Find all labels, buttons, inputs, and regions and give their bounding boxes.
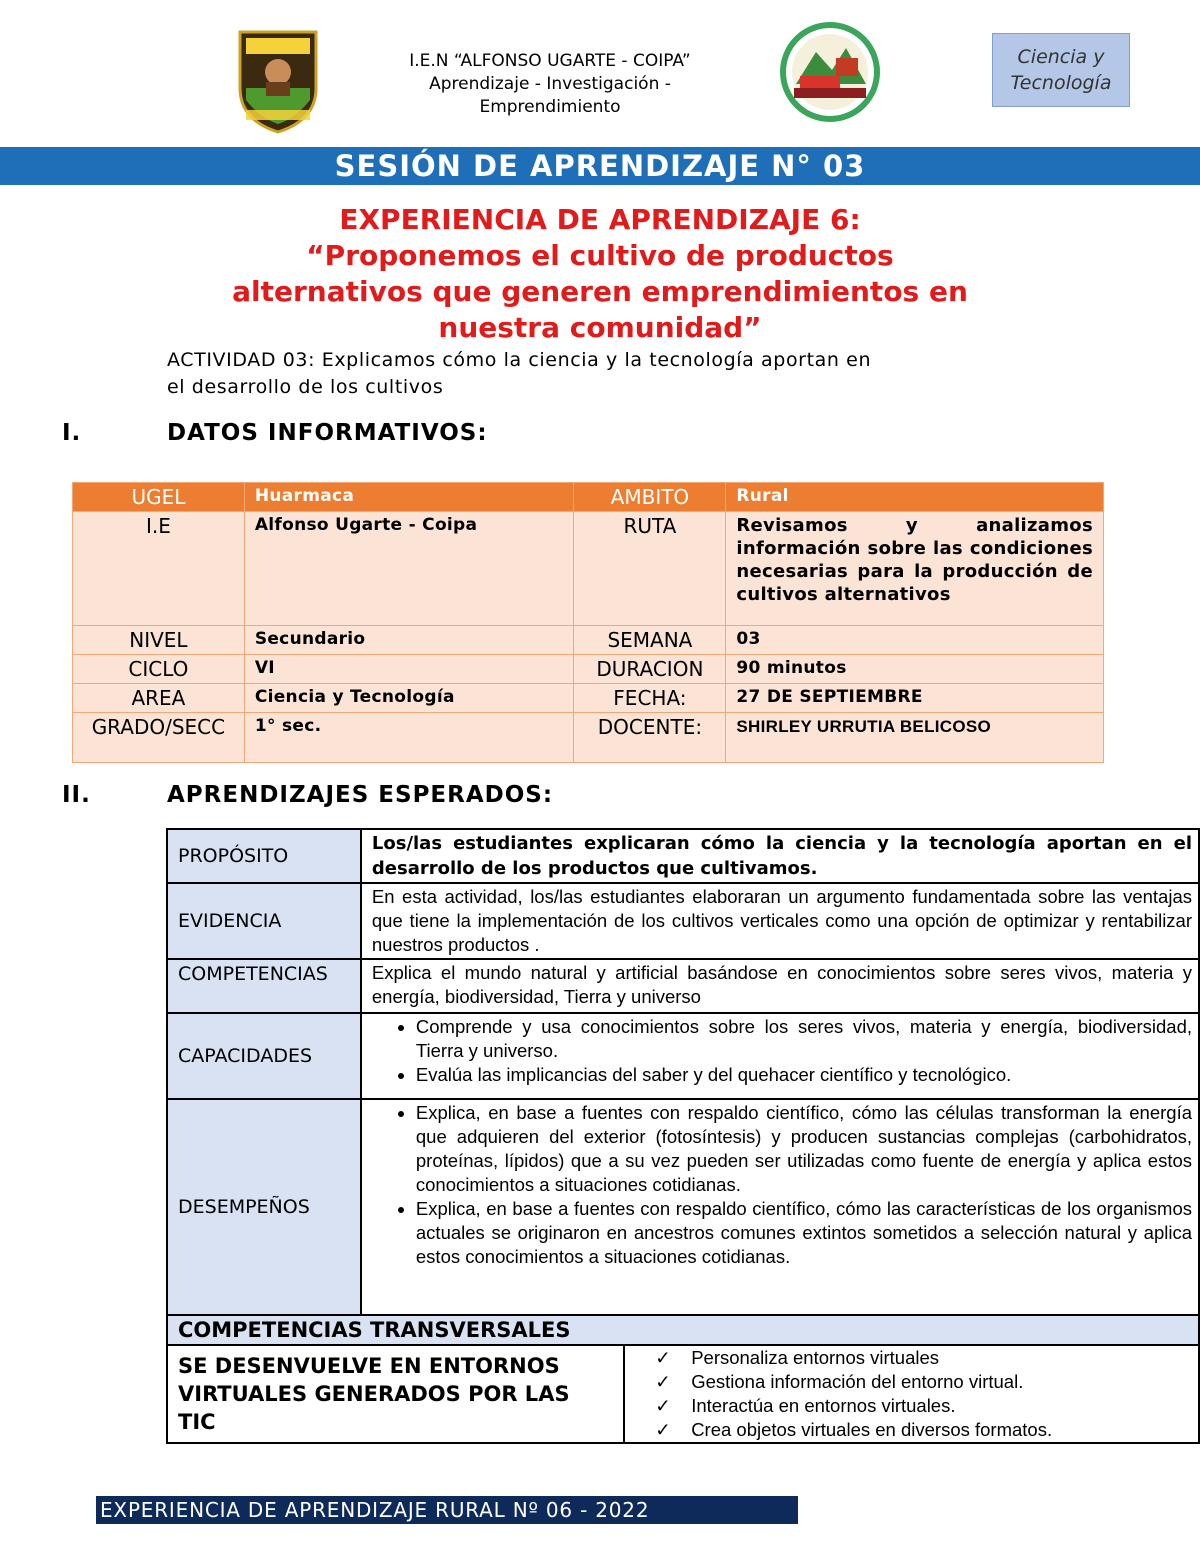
experience-title-line2: “Proponemos el cultivo de productos: [306, 239, 894, 272]
duracion-value: 90 minutos: [726, 655, 1104, 684]
tic-checklist: [631, 1346, 1192, 1442]
list-item: • Comprende y usa conocimientos sobre los seres vivos, materia y energía, biodiversidad, Tierra y universo.: [416, 1015, 1192, 1063]
area-value: Ciencia y Tecnología: [244, 684, 574, 713]
tic-competencia-label: SE DESENVUELVE EN ENTORNOS VIRTUALES GENERADOS POR LAS TIC: [167, 1345, 624, 1443]
semana-label: SEMANA: [574, 626, 726, 655]
fecha-label: FECHA:: [574, 684, 726, 713]
ugel-huarmaca-logo: [772, 22, 888, 122]
nivel-label: NIVEL: [73, 626, 245, 655]
section2-number: II.: [62, 782, 91, 808]
table-row: [167, 1315, 1199, 1345]
subject-line2: Tecnología: [1010, 72, 1112, 94]
school-shield-logo: [236, 28, 320, 134]
school-header: [340, 50, 760, 119]
capacidades-label: CAPACIDADES: [167, 1013, 361, 1099]
docente-value: SHIRLEY URRUTIA BELICOSO: [726, 713, 1104, 763]
table-row: [73, 483, 1104, 512]
checklist-item: ✓ Personaliza entornos virtuales: [655, 1346, 1192, 1370]
desempenos-value: [361, 1099, 1199, 1315]
duracion-label: DURACION: [574, 655, 726, 684]
section1-number: I.: [62, 420, 82, 446]
competencias-label: COMPETENCIAS: [167, 959, 361, 1013]
checklist-item: ✓ Crea objetos virtuales en diversos formatos.: [655, 1418, 1192, 1442]
fecha-value: 27 DE SEPTIEMBRE: [726, 684, 1104, 713]
tic-capacidades: [624, 1345, 1199, 1443]
school-name: I.E.N “ALFONSO UGARTE - COIPA”: [409, 51, 691, 71]
evidencia-label: EVIDENCIA: [167, 883, 361, 959]
evidencia-value: En esta actividad, los/las estudiantes elaboraran un argumento fundamentada sobre las ventajas que tiene la implementación de los cultivos verticales como una opción de optimizar y rentabilizar nuestros productos .: [361, 883, 1199, 959]
experience-title-line4: nuestra comunidad”: [438, 311, 762, 344]
ambito-value: Rural: [726, 483, 1104, 512]
table-row: [73, 655, 1104, 684]
desempenos-label: DESEMPEÑOS: [167, 1099, 361, 1315]
ciclo-label: CICLO: [73, 655, 245, 684]
docente-label: DOCENTE:: [574, 713, 726, 763]
subject-box: [992, 33, 1130, 107]
aprendizajes-table: [166, 828, 1200, 1444]
table-row: [73, 512, 1104, 626]
list-item: • Explica, en base a fuentes con respaldo científico, cómo las características de los organismos actuales se originaron en ancestros comunes extintos sometidos a selección natural y aplica estos conocimientos a situaciones cotidianas.: [416, 1197, 1192, 1269]
ugel-value: Huarmaca: [244, 483, 574, 512]
competencias-value: Explica el mundo natural y artificial basándose en conocimientos sobre seres vivos, materia y energía, biodiversidad, Tierra y universo: [361, 959, 1199, 1013]
experience-title-line3: alternativos que generen emprendimientos en: [232, 275, 968, 308]
activity-title: [167, 347, 1047, 401]
experience-title: [150, 202, 1050, 346]
area-label: AREA: [73, 684, 245, 713]
desempenos-list: [372, 1101, 1192, 1269]
list-item: • Evalúa las implicancias del saber y del quehacer científico y tecnológico.: [416, 1063, 1192, 1087]
table-row: [167, 829, 1199, 883]
checklist-item: ✓ Interactúa en entornos virtuales.: [655, 1394, 1192, 1418]
table-row: [167, 1099, 1199, 1315]
ambito-label: AMBITO: [574, 483, 726, 512]
ruta-label: RUTA: [574, 512, 726, 626]
ugel-label: UGEL: [73, 483, 245, 512]
capacidades-value: [361, 1013, 1199, 1099]
proposito-label: PROPÓSITO: [167, 829, 361, 883]
proposito-value: [361, 829, 1199, 883]
ie-value: Alfonso Ugarte - Coipa: [244, 512, 574, 626]
checklist-item: ✓ Gestiona información del entorno virtual.: [655, 1370, 1192, 1394]
ciclo-value: VI: [244, 655, 574, 684]
section1-title: DATOS INFORMATIVOS:: [167, 420, 488, 446]
list-item: • Explica, en base a fuentes con respaldo científico, cómo las células transforman la energía que adquieren del exterior (fotosíntesis) y producen sustancias complejas (carbohidratos, proteínas, lípidos) que a su vez pueden ser utilizadas como fuente de energía y aplica estos conocimientos a situaciones cotidianas.: [416, 1101, 1192, 1197]
table-row: [73, 684, 1104, 713]
school-motto-line1: Aprendizaje - Investigación -: [429, 74, 671, 94]
experience-title-line1: EXPERIENCIA DE APRENDIZAJE 6:: [339, 203, 861, 236]
table-row: [167, 883, 1199, 959]
table-row: [73, 713, 1104, 763]
grado-label: GRADO/SECC: [73, 713, 245, 763]
subject-line1: Ciencia y: [1017, 46, 1105, 68]
grado-value: 1° sec.: [244, 713, 574, 763]
table-row: [167, 1345, 1199, 1443]
nivel-value: Secundario: [244, 626, 574, 655]
table-row: [167, 1013, 1199, 1099]
capacidades-list: [372, 1015, 1192, 1087]
school-motto-line2: Emprendimiento: [479, 97, 621, 117]
footer-text: EXPERIENCIA DE APRENDIZAJE RURAL Nº 06 - 2022: [100, 1498, 650, 1522]
competencias-transversales-label: COMPETENCIAS TRANSVERSALES: [167, 1315, 1199, 1345]
table-row: [73, 626, 1104, 655]
table-row: [167, 959, 1199, 1013]
ruta-value: Revisamos y analizamos información sobre las condiciones necesarias para la producción de cultivos alternativos: [726, 512, 1104, 626]
datos-informativos-table: [72, 482, 1104, 763]
semana-value: 03: [726, 626, 1104, 655]
section2-title: APRENDIZAJES ESPERADOS:: [167, 782, 554, 808]
session-title: SESIÓN DE APRENDIZAJE N° 03: [334, 149, 866, 183]
ie-label: I.E: [73, 512, 245, 626]
activity-line2: el desarrollo de los cultivos: [167, 376, 444, 398]
proposito-text: Los/las estudiantes explicaran cómo la ciencia y la tecnología aportan en el desarrollo de los productos que cultivamos.: [371, 833, 1192, 879]
activity-line1: ACTIVIDAD 03: Explicamos cómo la ciencia y la tecnología aportan en: [167, 349, 872, 371]
